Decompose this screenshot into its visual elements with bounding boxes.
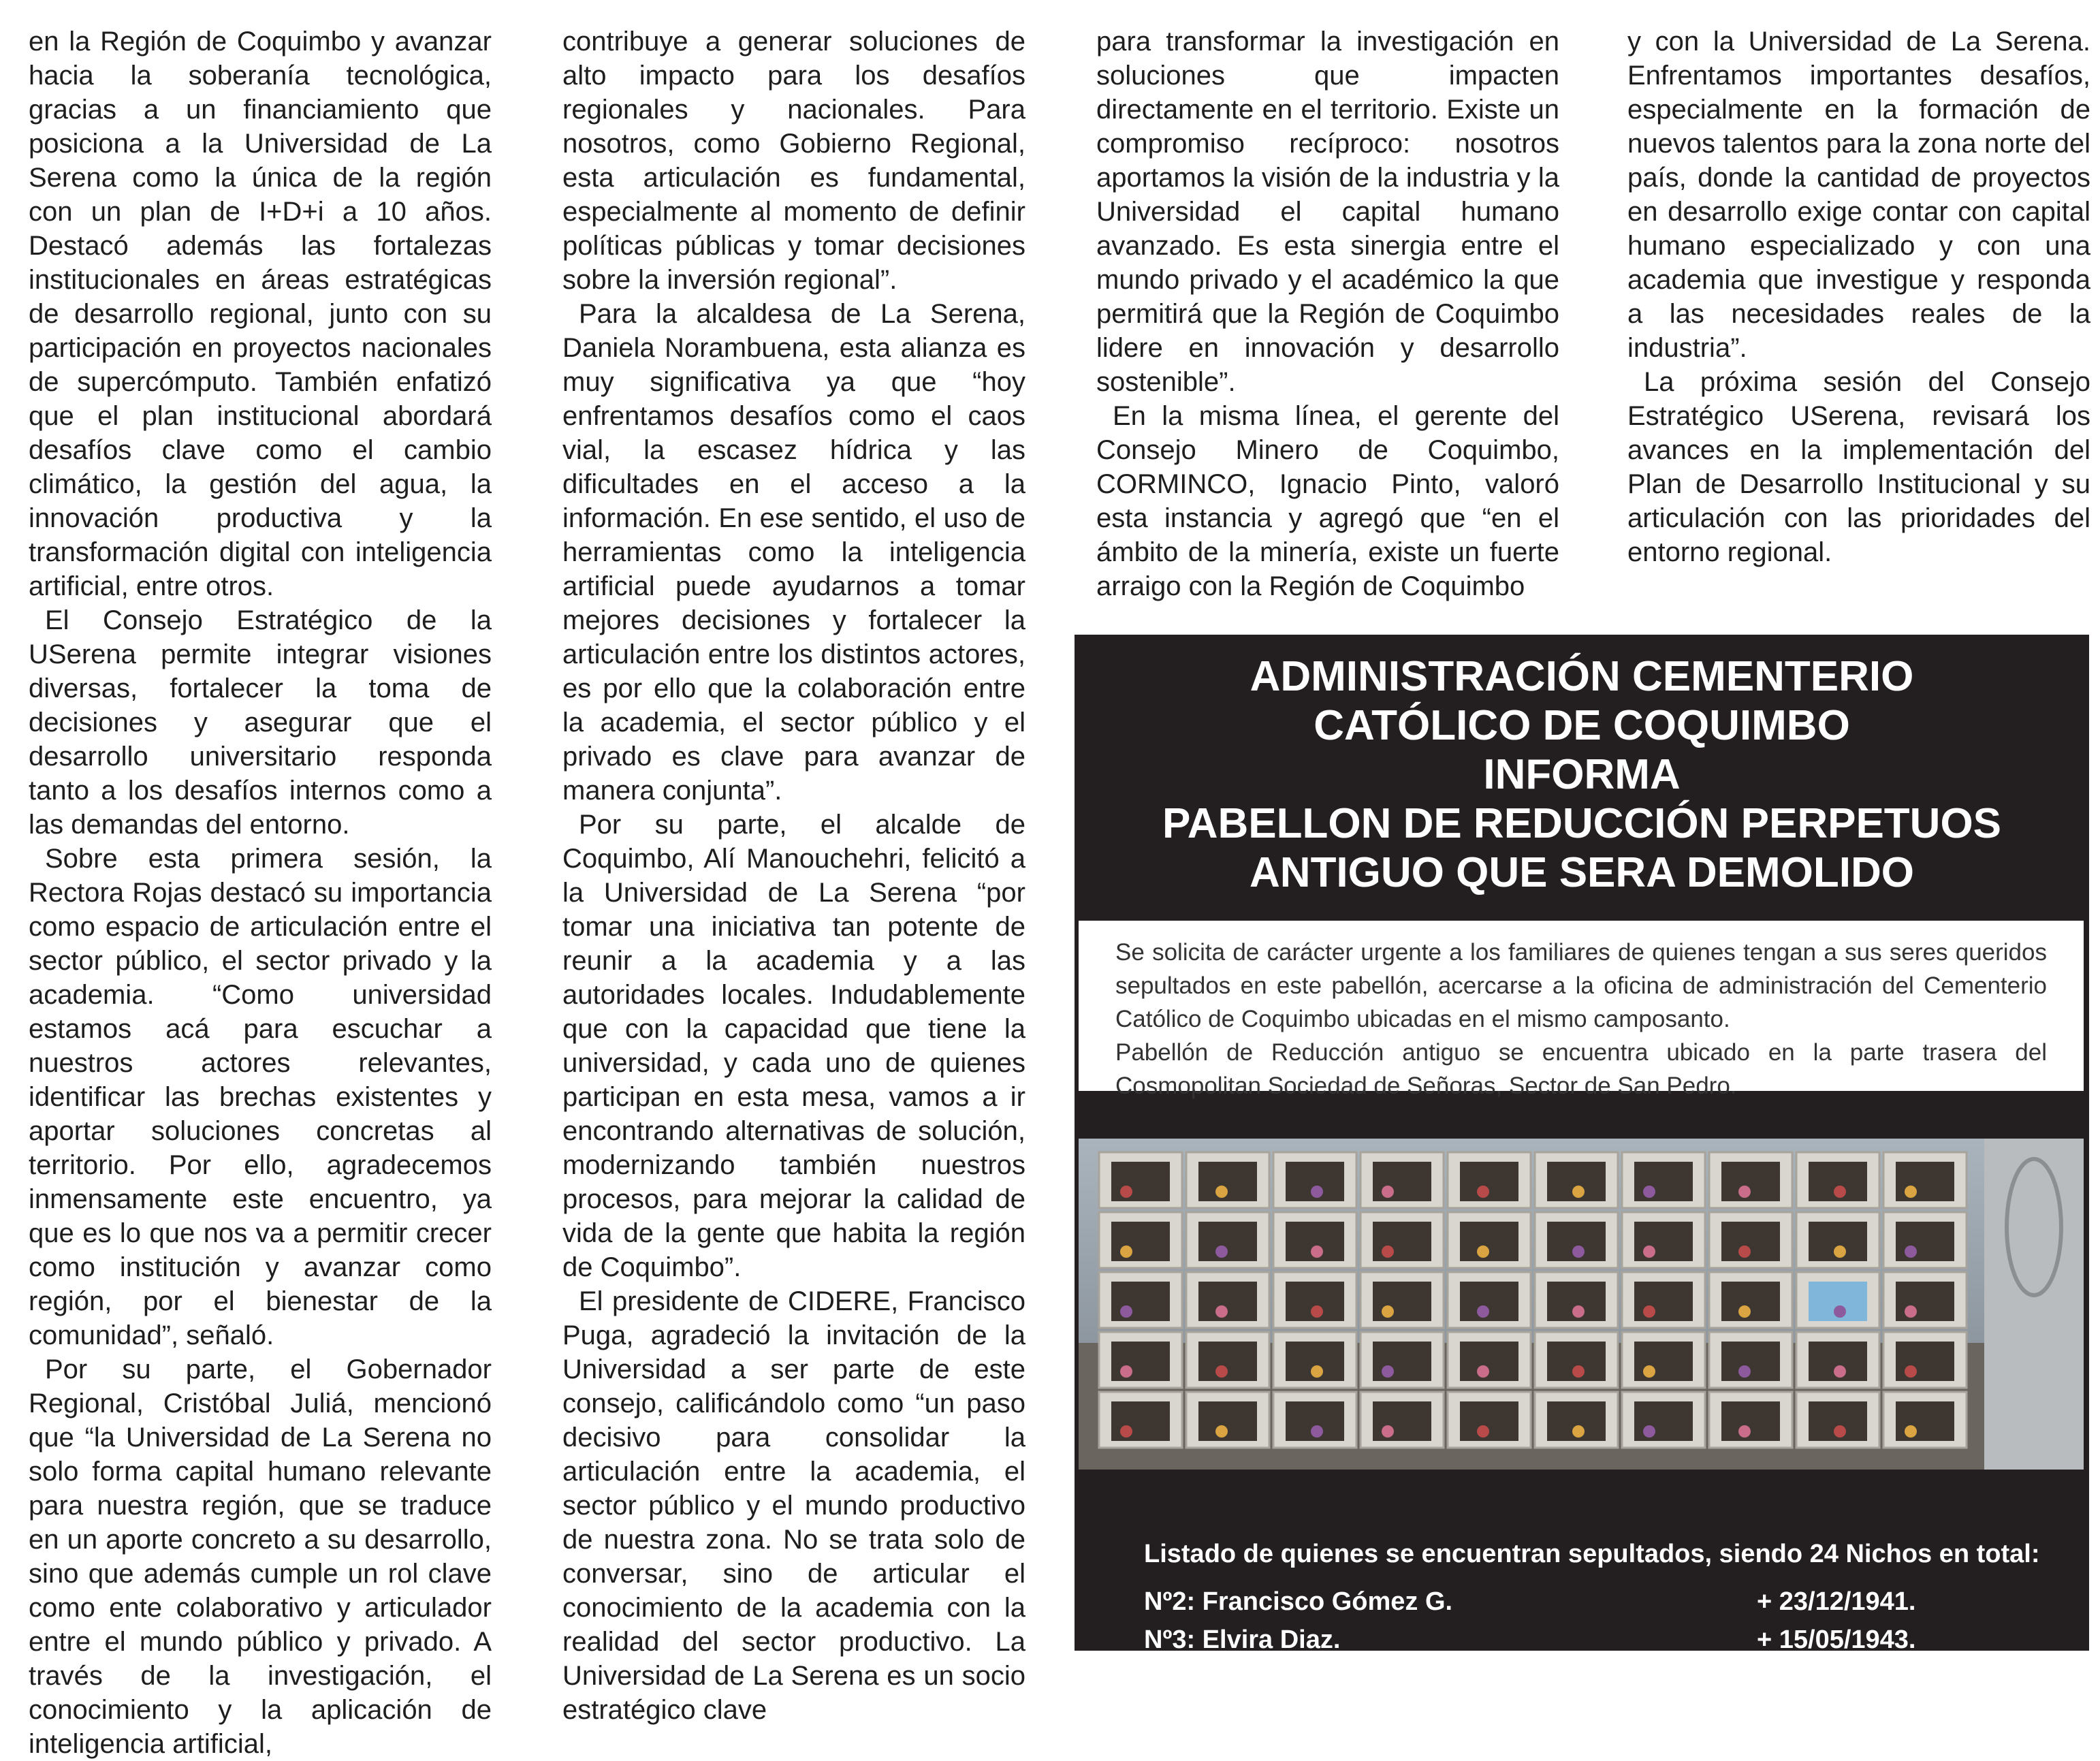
niche-opening: [1460, 1222, 1518, 1261]
article-paragraph: contribuye a generar soluciones de alto impacto para los desafíos regionales y nacionales. Para nosotros, como Gobierno Regional, esta articulación es fundamental, especialmente al momento de definir políticas públicas y tomar decisiones sobre la inversión regional”.: [562, 27, 1025, 295]
niche-opening: [1111, 1401, 1170, 1441]
flower-mark: [1738, 1246, 1751, 1258]
flower-mark: [1572, 1305, 1585, 1318]
notice-title-line: ADMINISTRACIÓN CEMENTERIO: [1250, 653, 1914, 700]
flower-mark: [1572, 1186, 1585, 1198]
niche-opening: [1460, 1342, 1518, 1381]
niche-opening: [1634, 1282, 1693, 1321]
notice-body-paragraph: Se solicita de carácter urgente a los familiares de quienes tengan a sus seres queridos sepultados en este pabellón, acercarse a la oficina de administración del Cementerio Católico de Coquimbo ubicadas en el mismo camposanto.: [1115, 939, 2047, 1032]
flower-mark: [1738, 1365, 1751, 1378]
niche-opening: [1721, 1162, 1780, 1201]
niche-opening: [1460, 1162, 1518, 1201]
niche-opening: [1896, 1401, 1954, 1441]
flower-mark: [1572, 1365, 1585, 1378]
niche-opening: [1373, 1401, 1431, 1441]
flower-mark: [1905, 1305, 1917, 1318]
burial-entry: [1144, 1583, 2056, 1621]
flower-mark: [1215, 1246, 1228, 1258]
flower-mark: [1382, 1246, 1394, 1258]
flower-mark: [1477, 1425, 1489, 1438]
niche-opening: [1373, 1282, 1431, 1321]
niche-opening: [1634, 1342, 1693, 1381]
flower-mark: [1834, 1186, 1846, 1198]
burial-entry-name: Nº3: Elvira Diaz.: [1144, 1625, 1341, 1654]
flower-mark: [1311, 1365, 1323, 1378]
burial-entry-name: Nº2: Francisco Gómez G.: [1144, 1587, 1453, 1616]
niche-opening: [1111, 1282, 1170, 1321]
niche-opening: [1721, 1401, 1780, 1441]
niche-opening: [1634, 1222, 1693, 1261]
notice-title-line: CATÓLICO DE COQUIMBO: [1314, 702, 1850, 749]
flower-mark: [1477, 1365, 1489, 1378]
niche-opening: [1373, 1342, 1431, 1381]
flower-mark: [1215, 1425, 1228, 1438]
niche-opening: [1460, 1282, 1518, 1321]
niche-opening: [1896, 1162, 1954, 1201]
niche-opening: [1896, 1342, 1954, 1381]
flower-mark: [1120, 1246, 1132, 1258]
flower-mark: [1834, 1246, 1846, 1258]
flower-mark: [1311, 1305, 1323, 1318]
flower-mark: [1311, 1425, 1323, 1438]
flower-mark: [1643, 1246, 1655, 1258]
notice-title-line: INFORMA: [1483, 751, 1681, 798]
flower-mark: [1738, 1425, 1751, 1438]
flower-mark: [1738, 1186, 1751, 1198]
flower-mark: [1834, 1305, 1846, 1318]
flower-mark: [1834, 1425, 1846, 1438]
flower-mark: [1643, 1186, 1655, 1198]
niche-opening: [1373, 1162, 1431, 1201]
article-paragraph: Sobre esta primera sesión, la Rectora Rojas destacó su importancia como espacio de articulación entre el sector público, el sector privado y la academia. “Como universidad estamos acá para escuchar a nuestros actores relevantes, identificar las brechas existentes y aportar soluciones concretas al territorio. Por ello, agradecemos inmensamente este encuentro, ya que es lo que nos va a permitir crecer como institución y avanzar como región, por el bienestar de la comunidad”, señaló.: [29, 844, 492, 1350]
article-paragraph: Por su parte, el alcalde de Coquimbo, Alí Manouchehri, felicitó a la Universidad de La Serena “por tomar una iniciativa tan potente de reunir a la academia y a las autoridades locales. Indudablemente que con la capacidad que tiene la universidad, y cada uno de quienes participan en esta mesa, vamos a ir encontrando alternativas de solución, modernizando también nuestros procesos, para mejorar la calidad de vida de la gente que habita la región de Coquimbo”.: [562, 810, 1025, 1282]
niche-opening: [1111, 1222, 1170, 1261]
flower-mark: [1120, 1425, 1132, 1438]
flower-mark: [1120, 1305, 1132, 1318]
flower-mark: [1215, 1305, 1228, 1318]
flower-mark: [1311, 1186, 1323, 1198]
niche-opening: [1373, 1222, 1431, 1261]
article-paragraph: para transformar la investigación en soluciones que impacten directamente en el territorio. Existe un compromiso recíproco: nosotros aportamos la visión de la industria y la Universidad el capital humano avanzado. Es esta sinergia entre el mundo privado y el académico la que permitirá que la Región de Coquimbo lidere en innovación y desarrollo sostenible”.: [1096, 27, 1559, 397]
niche-opening: [1634, 1162, 1693, 1201]
flower-mark: [1643, 1305, 1655, 1318]
niche-opening: [1721, 1222, 1780, 1261]
niche-opening: [1896, 1282, 1954, 1321]
niche-opening: [1721, 1282, 1780, 1321]
flower-mark: [1215, 1186, 1228, 1198]
notice-title-line: ANTIGUO QUE SERA DEMOLIDO: [1250, 849, 1914, 896]
notice-body-paragraph: Pabellón de Reducción antiguo se encuentra ubicado en la parte trasera del Cosmopolitan Sociedad de Señoras, Sector de San Pedro.: [1115, 1039, 2047, 1099]
flower-mark: [1477, 1305, 1489, 1318]
flower-mark: [1382, 1425, 1394, 1438]
flower-mark: [1572, 1246, 1585, 1258]
flower-mark: [1738, 1305, 1751, 1318]
flower-mark: [1643, 1365, 1655, 1378]
article-paragraph: y con la Universidad de La Serena. Enfrentamos importantes desafíos, especialmente en la formación de nuevos talentos para la zona norte del país, donde la cantidad de proyectos en desarrollo exige contar con capital humano especializado y con una academia que investigue y responda a las necesidades reales de la industria”.: [1627, 27, 2090, 363]
niche-opening: [1111, 1342, 1170, 1381]
article-column-4: [1627, 25, 2090, 569]
flower-mark: [1905, 1365, 1917, 1378]
article-column-3: [1096, 25, 1559, 603]
niches-illustration: [1079, 1139, 2084, 1470]
cemetery-notice-ad: [1075, 635, 2089, 1692]
cemetery-niches-photo: [1079, 1139, 2084, 1470]
notice-title: [1075, 652, 2089, 898]
niche-opening: [1460, 1401, 1518, 1441]
flower-mark: [1477, 1186, 1489, 1198]
niche-opening: [1198, 1401, 1257, 1441]
burial-entry-name: Nº4: Francisca Veliz: [1144, 1664, 1388, 1692]
niche-opening: [1634, 1401, 1693, 1441]
article-column-2: [562, 25, 1025, 1727]
burial-entry: [1144, 1621, 2056, 1659]
flower-mark: [1382, 1365, 1394, 1378]
niche-opening: [1198, 1222, 1257, 1261]
burial-list-heading: Listado de quienes se encuentran sepultados, siendo 24 Nichos en total:: [1144, 1540, 2040, 1568]
niche-opening: [1198, 1282, 1257, 1321]
flower-mark: [1311, 1246, 1323, 1258]
flower-mark: [1643, 1425, 1655, 1438]
notice-title-line: PABELLON DE REDUCCIÓN PERPETUOS: [1162, 800, 2002, 847]
article-paragraph: El Consejo Estratégico de la USerena permite integrar visiones diversas, fortalecer la toma de decisiones y asegurar que el desarrollo universitario responda tanto a los desafíos internos como a las demandas del entorno.: [29, 605, 492, 840]
burial-entry-date: + 23/12/1941.: [1757, 1587, 1916, 1616]
article-paragraph: El presidente de CIDERE, Francisco Puga, agradeció la invitación de la Universidad a ser parte de este consejo, calificándolo como “un paso decisivo para consolidar la articulación entre la academia, el sector público y el mundo productivo de nuestra zona. No se trata solo de conversar, sino de articular el conocimiento de la academia con la realidad del sector productivo. La Universidad de La Serena es un socio estratégico clave: [562, 1286, 1025, 1725]
notice-body: [1079, 921, 2084, 1099]
article-column-1: [29, 25, 492, 1761]
article-paragraph: En la misma línea, el gerente del Consejo Minero de Coquimbo, CORMINCO, Ignacio Pinto, valoró esta instancia y agregó que “en el ámbito de la minería, existe un fuerte arraigo con la Región de Coquimbo: [1096, 401, 1559, 601]
niche-opening: [1896, 1222, 1954, 1261]
burial-list: [1144, 1535, 2056, 1697]
flower-mark: [1382, 1186, 1394, 1198]
niche-opening: [1198, 1162, 1257, 1201]
article-paragraph: en la Región de Coquimbo y avanzar hacia la soberanía tecnológica, gracias a un financiamiento que posiciona a la Universidad de La Serena como la única de la región con un plan de I+D+i a 10 años. Destacó además las fortalezas institucionales en áreas estratégicas de desarrollo regional, junto con su participación en proyectos nacionales de supercómputo. También enfatizó que el plan institucional abordará desafíos clave como el cambio climático, la gestión del agua, la innovación productiva y la transformación digital con inteligencia artificial, entre otros.: [29, 27, 492, 601]
flower-mark: [1905, 1186, 1917, 1198]
flower-mark: [1215, 1365, 1228, 1378]
niche-opening: [1198, 1342, 1257, 1381]
flower-mark: [1834, 1365, 1846, 1378]
flower-mark: [1572, 1425, 1585, 1438]
article-paragraph: La próxima sesión del Consejo Estratégico USerena, revisará los avances en la implementación del Plan de Desarrollo Institucional y su articulación con las prioridades del entorno regional.: [1627, 367, 2090, 567]
flower-mark: [1382, 1305, 1394, 1318]
flower-mark: [1905, 1246, 1917, 1258]
niche-opening: [1111, 1162, 1170, 1201]
article-paragraph: Por su parte, el Gobernador Regional, Cristóbal Juliá, mencionó que “la Universidad de La Serena no solo forma capital humano relevante para nuestra región, que se traduce en un aporte concreto a su desarrollo, sino que además cumple un rol clave como ente colaborativo y articulador entre el mundo público y privado. A través de la investigación, el conocimiento y la aplicación de inteligencia artificial,: [29, 1354, 492, 1759]
flower-mark: [1120, 1186, 1132, 1198]
niche-opening: [1721, 1342, 1780, 1381]
flower-mark: [1905, 1425, 1917, 1438]
article-paragraph: Para la alcaldesa de La Serena, Daniela Norambuena, esta alianza es muy significativa ya que “hoy enfrentamos desafíos como el caos vial, la escasez hídrica y las dificultades en el acceso a la información. En ese sentido, el uso de herramientas como la inteligencia artificial puede ayudarnos a tomar mejores decisiones y fortalecer la articulación entre los distintos actores, es por ello que la colaboración entre la academia, el sector público y el privado es clave para avanzar de manera conjunta”.: [562, 299, 1025, 806]
burial-entry-date: + 15/05/1943.: [1757, 1625, 1916, 1654]
flower-mark: [1477, 1246, 1489, 1258]
burial-entry-date: + 1929: [1757, 1664, 1837, 1692]
burial-entry: [1144, 1659, 2056, 1697]
flower-mark: [1120, 1365, 1132, 1378]
